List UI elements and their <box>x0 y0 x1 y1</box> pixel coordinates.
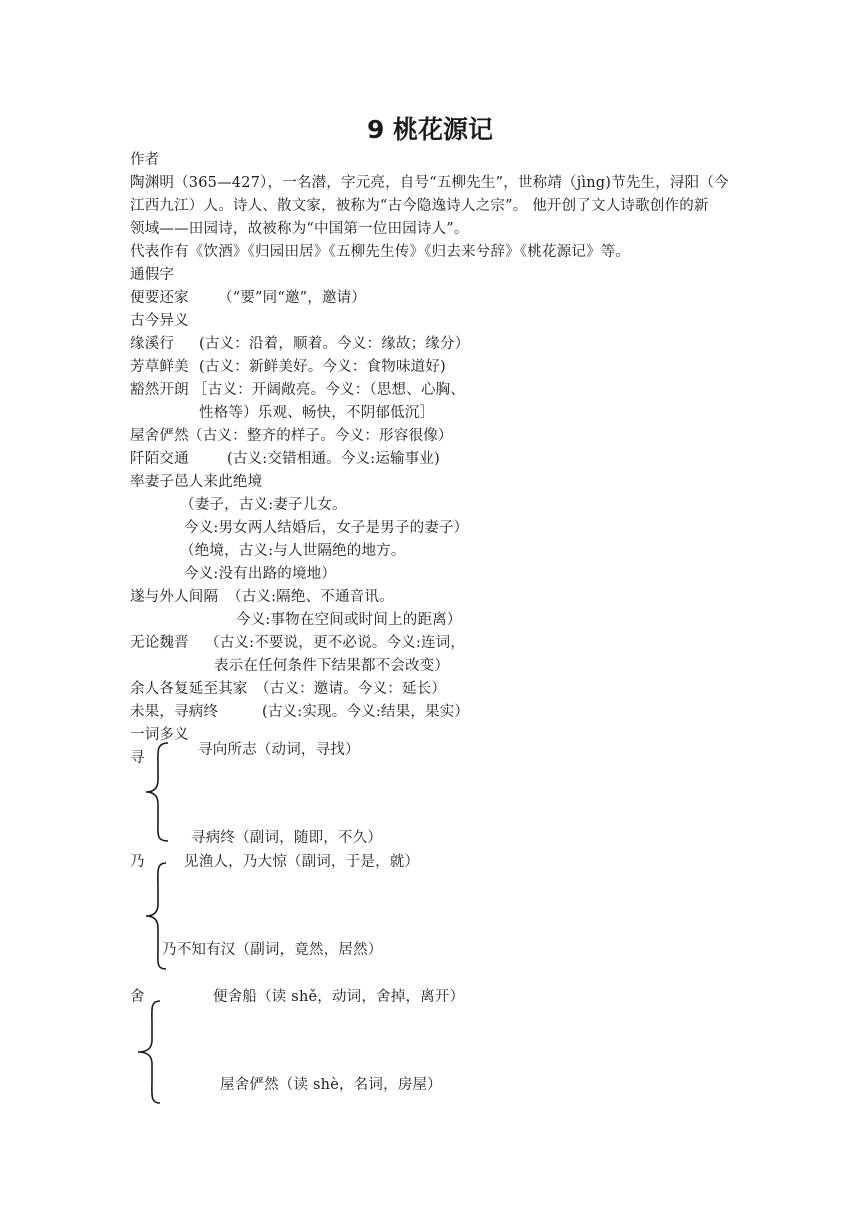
tongjia-note: （“要”同“邀”，邀请） <box>218 290 367 306</box>
duoyi-char: 寻 <box>130 750 145 766</box>
duoyi-meaning: 寻向所志（动词，寻找） <box>198 742 360 758</box>
duoyi-char: 乃 <box>130 854 145 870</box>
gujin-sentence: 未果，寻病终 <box>130 704 219 720</box>
gujin-note: ［古义：开阔敞亮。今义：（思想、心胸、 <box>193 382 466 398</box>
duoyi-meaning: 见渔人，乃大惊（副词，于是，就） <box>184 854 420 870</box>
gujin-note: （古义：整齐的样子。今义：形容很像） <box>188 428 453 444</box>
gujin-sentence-note: (古义:实现。今义:结果，果实） <box>262 704 470 720</box>
gujin-word: 缘溪行 <box>130 336 175 352</box>
gujin-sentence-note: （妻子，古义:妻子儿女。 <box>180 497 347 513</box>
gujin-note-continued: 性格等）乐观、畅快，不阴郁低沉］ <box>199 405 435 421</box>
author-bio-line: 江西九江）人。诗人、散文家，被称为“古今隐逸诗人之宗”。 他开创了文人诗歌创作的新 <box>130 198 709 214</box>
gujin-sentence-note: 今义:没有出路的境地） <box>184 566 337 582</box>
gujin-note: (古义：新鲜美好。今义：食物味道好) <box>199 359 446 375</box>
gujin-sentence-note: （古义：邀请。今义：延长） <box>255 681 447 697</box>
author-bio-line: 陶渊明（365—427），一名潜，字元亮，自号“五柳先生”，世称靖（jìng)节先生，浔阳（今 <box>130 175 729 191</box>
gujin-sentence-note: 表示在任何条件下结果都不会改变） <box>214 658 450 674</box>
brace-icon <box>142 740 172 844</box>
duoyi-meaning: 便舍船（读 shě，动词，舍掉，离开） <box>213 989 465 1005</box>
tongjia-word: 便要还家 <box>130 290 189 306</box>
gujin-word: 阡陌交通 <box>130 451 189 467</box>
gujin-note: (古义:交错相通。今义:运输事业) <box>227 451 440 467</box>
gujin-sentence-note: （古义:不要说，更不必说。今义:连词， <box>205 635 466 651</box>
author-bio-line: 领域——田园诗，故被称为“中国第一位田园诗人”。 <box>130 221 469 237</box>
duoyi-heading: 一词多义 <box>130 727 189 743</box>
gujin-word: 芳草鲜美 <box>130 359 189 375</box>
gujin-sentence: 余人各复延至其家 <box>130 681 248 697</box>
gujin-sentence: 率妻子邑人来此绝境 <box>130 474 263 490</box>
gujin-word: 屋舍俨然 <box>130 428 189 444</box>
gujin-sentence-note: （古义:隔绝、不通音讯。 <box>227 589 394 605</box>
gujin-sentence-note: （绝境，古义:与人世隔绝的地方。 <box>180 543 406 559</box>
page-title: 9 桃花源记 <box>366 115 494 144</box>
duoyi-meaning: 寻病终（副词，随即，不久） <box>191 830 383 846</box>
tongjia-heading: 通假字 <box>130 267 175 283</box>
brace-icon <box>134 998 164 1106</box>
duoyi-meaning: 屋舍俨然（读 shè，名词，房屋） <box>220 1077 442 1093</box>
gujin-sentence: 遂与外人间隔 <box>130 589 219 605</box>
duoyi-meaning: 乃不知有汉（副词，竟然，居然） <box>162 942 383 958</box>
author-works: 代表作有《饮酒》《归园田居》《五柳先生传》《归去来兮辞》《桃花源记》等。 <box>130 244 631 260</box>
author-heading: 作者 <box>130 152 160 168</box>
gujin-note: (古义：沿着，顺着。今义：缘故；缘分） <box>199 336 470 352</box>
gujin-heading: 古今异义 <box>130 313 189 329</box>
gujin-sentence-note: 今义:男女两人结婚后，女子是男子的妻子） <box>184 520 469 536</box>
gujin-word: 豁然开朗 <box>130 382 189 398</box>
duoyi-char: 舍 <box>130 989 145 1005</box>
gujin-sentence-note: 今义:事物在空间或时间上的距离） <box>236 612 462 628</box>
gujin-sentence: 无论魏晋 <box>130 635 189 651</box>
